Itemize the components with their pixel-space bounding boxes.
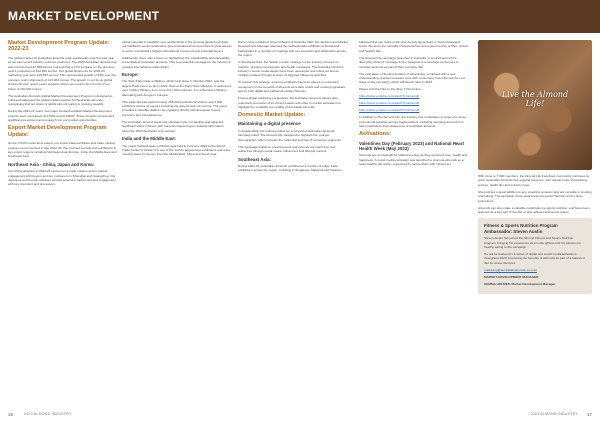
paragraph: The Australian almond stand was situated in the nut pavilion and attracted significant visitor interest, with many European buyers seeking information about the 2023 Australian crop outlook. (122, 119, 224, 133)
paragraph: Additionally, there was a focus on highlighting the sustainability and traceability credentials of Australian almonds. This is a powerful message for the industry in growing international relationships. (122, 55, 232, 69)
heading-program-update: Market Development Program Update: 2022-23 (8, 40, 110, 53)
heading-export-update: Export Market Development Program Update: (8, 125, 107, 138)
paragraph: During the 2021-22 years, two major Global Australian Market Development projects were completed: AL17002 and AL19002. These projects represented significant investment and research into our market opportunities. (8, 109, 114, 123)
heading-europe: Europe: (122, 72, 139, 78)
paragraph: The Australian Almonds Global Market Development Program is designed to build and safeguard the global market position for Australian almonds, recognising that our share of global almond supply is growing steadily. (8, 93, 113, 107)
paragraph: With close to 7,000 members, the Almond Life Facebook community continues to grow. Australian Almonds has a global presence, with regular posts showcasing recipes, health tips and industry news. (478, 174, 589, 187)
contact-email-link[interactable]: marketing@australianalmonds.com.au (484, 267, 537, 272)
signature-line-2: GEMMA HOLMES, Market Development Manager (484, 281, 556, 286)
paragraph: The SIAL Paris trade exhibition, which took place in October 2022, was the largest Paris event so far in 2022. Held at the Paris Nord Villepinte, it welcomed over 7,000 exhibitors from more than 100 countries. It is a biennial exhibition alternating with Anuga in Cologne. (122, 79, 231, 97)
section-banner (0, 0, 600, 33)
ambassador-title: Fitness & Sports Nutrition Program Ambassador: Steven Austin (484, 223, 558, 234)
tvc-link-2[interactable]: https://www.youtube.com/watch?v=almond2 (359, 101, 420, 106)
paragraph: The Almond Life campaign, launched in Australia, is centred around the 'Everyday Almond' message and is designed to encourage consumers to consider almonds as part of their everyday diet. (359, 55, 459, 69)
almond-life-photo (478, 40, 592, 170)
paragraph: To support this strategy, a strong emphasis has been placed on educating consumers on the benefits of almonds as a daily snack and cooking ingredient, across both digital and traditional media channels. (238, 80, 347, 94)
paragraph: global potential to establish new relationships in the growing global food trade, our facilitation sessions aimed to give Australian almond producers great access to some of Australia's largest international customers and potential buyers. (122, 40, 232, 53)
paragraph: Darren Vine explained: Almond Board of Australia CEO Tim Jackson and Market Development Manager attended the Gulfood trade exhibition in Dubai and participated in a number of meetings with key importers and distributors across the region. (238, 40, 348, 58)
heading-digital-presence: Maintaining a digital presence (238, 121, 301, 127)
tvc-link-3[interactable]: https://www.youtube.com/watch?v=almond3 (359, 108, 420, 113)
column-3 (238, 40, 348, 408)
paragraph: As the COVID restrictions eased, our export trade exhibition and trade mission program recommenced in late 2022-23. We returned to trade and exhibitions in key export regions including Northeast Asia, Europe, India, the Middle East and Southeast Asia. (8, 141, 117, 159)
column-5 (478, 40, 592, 408)
paragraph: The global market for Australian almonds grew significantly over the past year as we saw record industry volumes produced. The 2022 Australian almond crop was recorded at 142,565 tonnes representing a 17% increase on the previous year's production of 122,699 tonnes. Our global shipments for 2022-23 marketing year were 129,567 tonnes. This represented growth of 24% over the previous year's shipments of 113,064 tonnes. The growth in our focus global shipments over recent years supports where we need to be in terms of our future of 200,000 tonnes. (8, 55, 117, 91)
heading-india-middle-east: India and the Middle East: (122, 136, 177, 142)
heading-domestic-update: Domestic Market Update: (238, 112, 306, 119)
footer-title-right: 2023 ALMOND INDUSTRY (530, 412, 578, 416)
photo-caption: Live the Almond Life! (501, 90, 569, 108)
paragraph: The year's Gulfood trade exhibition was held in February 2023 at the World Trade Centre in Dubai. It is one of the world's largest food exhibitions and a key meeting place for buyers from the Middle East, Africa and South Asia. (122, 143, 231, 157)
page-number-right: 17 (586, 412, 592, 417)
page-footer (0, 412, 600, 424)
column-2 (122, 40, 232, 408)
paragraph: This trade fair saw approximately 265,000 professional visitors and 7,000 exhibitors across 11 sectors including the almond and nut sectors. The event provided a valuable platform for engaging directly with European buyers, importers and manufacturers. (122, 99, 227, 117)
paragraph: Almonds are an ideal gift for Valentine's Day as they represent love, health and happiness. A social media campaign was launched to promote almonds as a heart-healthy gift option, supported by partnerships with influencers. (359, 153, 468, 167)
paragraph: He will be featured in a series of digital and social media activations throughout 2023, promoting the benefits of almonds as part of a balanced diet for active lifestyles. (484, 252, 585, 265)
paragraph: In addition to The Almond Life, the industry has undertaken a range of in-store promotional activities across major retailers, including sampling and point-of-sale materials to drive awareness of Australian almonds. (359, 115, 466, 129)
paragraph: Almonds can also make a valuable contribution to sports nutrition, and have been featured as a key part of the diet of elite athletes and sports teams. (478, 205, 590, 215)
signature-line-1: MARKET DEVELOPMENT MANAGER (484, 274, 539, 279)
section-title: MARKET DEVELOPMENT (8, 9, 160, 23)
paragraph: This campaign builds on previous work and extends our reach into new audiences through social media, influencers and lifestyle content. (238, 144, 336, 154)
footer-title-left: 2023 ALMOND INDUSTRY (24, 412, 72, 416)
paragraph: Steven Austin has joined the Almond Fitness and Sports Nutrition program, bringing his experience as an elite athlete and his passion for healthy eating to the campaign. (484, 236, 581, 250)
paragraph: Almonds are a great addition to any snacking occasion and are versatile in cooking and baking. The campaign drove awareness via social channels and in-store promotions. (478, 189, 592, 203)
page-number-left: 16 (8, 412, 14, 417)
paragraph: In Southeast Asia, the 'Watch it work!' strategy for the industry focused on nutrition, growing consumption and health messages. The Australian Almond industry's social media assets have been developed and rolled out across multiple markets through a series of targeted influencer activities. (238, 60, 343, 78)
column-1 (8, 40, 118, 408)
tvc-link-1[interactable]: https://www.youtube.com/watch?v=almond1 (359, 94, 420, 99)
paragraph: balanced diet can reduce LDL (low density lipoprotein) or 'bad' cholesterol levels. Almonds are naturally cholesterol free and a good source of fibre, protein and healthy fats. (359, 40, 469, 53)
heading-activations: Activations: (359, 131, 392, 138)
heading-southeast-asia: Southeast Asia: (238, 156, 272, 162)
paragraph: The evaluation of the first iteration of advertising, combined with a new understanding of what resonates most with consumers, has informed the next stage of the campaign, which will launch later in 2023. (359, 71, 466, 85)
column-4 (359, 40, 469, 408)
heading-northeast-asia: Northeast Asia - China, Japan and Korea: (8, 161, 95, 167)
paragraph: In August 2022, the industry rolled out a refreshed 'Australian Almonds' campaign titled 'The Almond Life' designed to highlight the younger demographic, which includes the millennial and Gen Z consumer segments. (238, 128, 342, 142)
ambassador-box (478, 218, 592, 293)
paragraph: Please find the links to the three TVCs below: (359, 87, 422, 92)
heading-valentines: Valentines Day (February 2023) and National Heart Health Week (May 2023) (359, 140, 464, 152)
paragraph: From a global marketing perspective, the Australian almond industry also undertook promotion of its 'Almond week' and other in-market activations to highlight the versatility and quality of Australian almonds. (238, 96, 341, 110)
paragraph: During 2022-23, Australian almonds exhibited at a number of major trade exhibitions across the region, including in Singapore, Malaysia and Vietnam. (238, 163, 343, 173)
paragraph: Our China activities in 2022-23 centred on a trade mission and in-market engagement with buyers and key customers in Shanghai and Guangzhou. Our Japanese and Korean activities centred around a market visit and engagement with key importers and processors. (8, 169, 116, 187)
